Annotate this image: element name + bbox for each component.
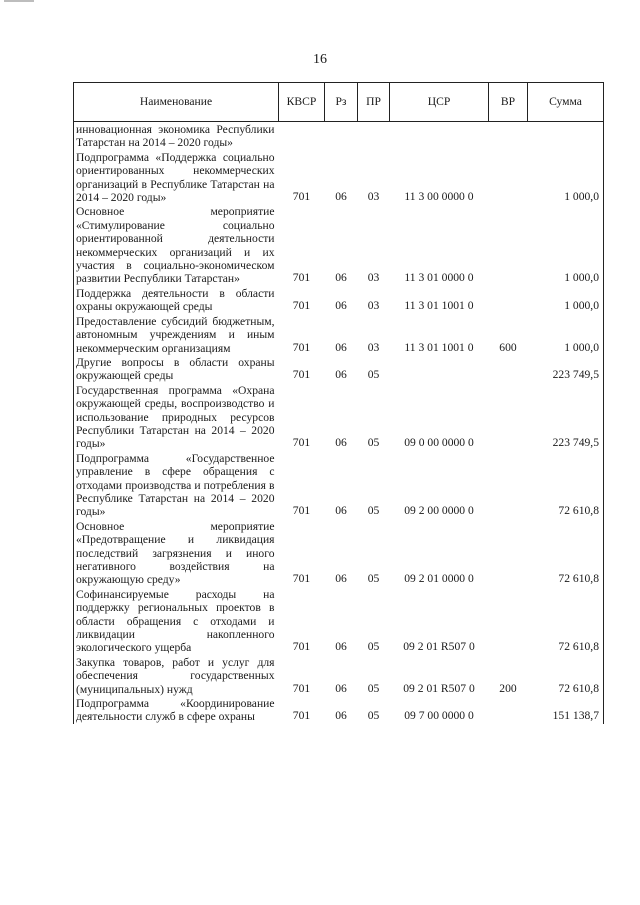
row-sum: 72 610,8 [528, 587, 604, 655]
row-pr: 05 [367, 436, 380, 450]
row-pr: 05 [367, 681, 380, 695]
row-name: Софинансируемые расходы на поддержку региональных проектов в области обращения с отходами и ликвидации накопленного экологического ущерба [74, 587, 279, 655]
row-csr: 09 0 00 0000 0 [404, 436, 474, 450]
header-rz: Рз [325, 83, 358, 122]
row-sum: 151 138,7 [528, 696, 604, 724]
row-vr [489, 696, 528, 724]
row-name: Основное мероприятие «Предотвращение и ликвидация последствий загрязнения и иного негативного воздействия на окружающую среду» [74, 519, 279, 587]
row-kvsr: 701 [292, 640, 311, 654]
row-pr: 05 [367, 368, 380, 382]
row-sum: 1 000,0 [528, 286, 604, 314]
row-csr: 09 2 01 R507 0 [403, 681, 475, 695]
table-row [74, 696, 604, 724]
row-vr [489, 383, 528, 451]
table-row [74, 204, 604, 285]
row-vr [489, 587, 528, 655]
row-sum: 72 610,8 [528, 519, 604, 587]
row-rz: 06 [335, 271, 347, 285]
row-name: Подпрограмма «Поддержка социально ориентированных некоммерческих организаций в Республике Татарстан на 2014 – 2020 годы» [74, 150, 279, 205]
row-pr: 05 [367, 504, 380, 518]
row-rz: 06 [335, 436, 347, 450]
row-rz: 06 [335, 709, 347, 723]
table-row [74, 122, 604, 150]
table-header [74, 83, 604, 122]
row-sum: 72 610,8 [528, 451, 604, 519]
header-vr: ВР [489, 83, 528, 122]
row-vr [489, 204, 528, 285]
row-rz: 06 [335, 299, 347, 313]
row-kvsr: 701 [292, 681, 311, 695]
row-csr: 11 3 01 1001 0 [404, 340, 474, 354]
row-vr [489, 519, 528, 587]
row-rz: 06 [335, 340, 347, 354]
row-name: Поддержка деятельности в области охраны окружающей среды [74, 286, 279, 314]
row-csr: 11 3 01 0000 0 [404, 271, 474, 285]
row-sum: 1 000,0 [528, 314, 604, 355]
table-row [74, 519, 604, 587]
budget-table [73, 82, 604, 724]
row-csr: 09 2 01 0000 0 [404, 572, 474, 586]
table-row [74, 383, 604, 451]
table-row [74, 314, 604, 355]
row-pr [358, 122, 390, 150]
row-csr: 09 7 00 0000 0 [404, 709, 474, 723]
row-kvsr: 701 [292, 436, 311, 450]
row-sum: 223 749,5 [528, 355, 604, 383]
header-csr: ЦСР [390, 83, 489, 122]
row-csr: 09 2 00 0000 0 [404, 504, 474, 518]
row-pr: 03 [367, 299, 380, 313]
row-vr [489, 150, 528, 205]
row-kvsr: 701 [292, 340, 311, 354]
row-pr: 03 [367, 340, 380, 354]
table-row [74, 286, 604, 314]
row-sum: 1 000,0 [528, 204, 604, 285]
row-csr: 09 2 01 R507 0 [403, 640, 475, 654]
row-rz: 06 [335, 504, 347, 518]
row-rz: 06 [335, 681, 347, 695]
row-name: Подпрограмма «Государственное управление в сфере обращения с отходами производства и потребления в Республике Татарстан на 2014 – 2020 годы» [74, 451, 279, 519]
row-rz: 06 [335, 640, 347, 654]
row-pr: 05 [367, 572, 380, 586]
row-vr [489, 286, 528, 314]
row-sum: 223 749,5 [528, 383, 604, 451]
row-sum: 72 610,8 [528, 655, 604, 696]
header-kvsr: КВСР [279, 83, 325, 122]
row-vr: 600 [499, 340, 517, 354]
row-name: Подпрограмма «Координирование деятельности служб в сфере охраны [74, 696, 279, 724]
row-pr: 03 [367, 190, 380, 204]
header-name: Наименование [74, 83, 279, 122]
table-row [74, 655, 604, 696]
table-row [74, 587, 604, 655]
header-sum: Сумма [528, 83, 604, 122]
row-name: Основное мероприятие «Стимулирование социально ориентированной деятельности некоммерческих организаций и их участия в социально-экономическом развитии Республики Татарстан» [74, 204, 279, 285]
row-name: инновационная экономика Республики Татарстан на 2014 – 2020 годы» [74, 122, 279, 150]
row-csr: 11 3 01 1001 0 [404, 299, 474, 313]
row-sum: 1 000,0 [528, 150, 604, 205]
table-row [74, 451, 604, 519]
row-kvsr: 701 [292, 271, 311, 285]
row-rz [325, 122, 358, 150]
row-pr: 05 [367, 640, 380, 654]
row-name: Предоставление субсидий бюджетным, автономным учреждениям и иным некоммерческим организациям [74, 314, 279, 355]
page-number: 16 [313, 52, 327, 67]
row-csr [390, 122, 489, 150]
row-kvsr: 701 [292, 299, 311, 313]
row-vr [489, 122, 528, 150]
row-sum [528, 122, 604, 150]
row-csr [390, 355, 489, 383]
row-csr: 11 3 00 0000 0 [404, 190, 474, 204]
row-kvsr: 701 [292, 190, 311, 204]
table-row [74, 150, 604, 205]
row-rz: 06 [335, 572, 347, 586]
row-name: Государственная программа «Охрана окружающей среды, воспроизводство и использование природных ресурсов Республики Татарстан на 2014 – 2020 годы» [74, 383, 279, 451]
row-kvsr: 701 [292, 572, 311, 586]
scan-edge-mark [4, 0, 34, 2]
table-row [74, 355, 604, 383]
row-rz: 06 [335, 190, 347, 204]
row-name: Другие вопросы в области охраны окружающей среды [74, 355, 279, 383]
row-rz: 06 [335, 368, 347, 382]
row-kvsr: 701 [292, 368, 311, 382]
row-vr [489, 451, 528, 519]
row-vr: 200 [499, 681, 517, 695]
row-kvsr: 701 [292, 709, 311, 723]
table-body [74, 122, 604, 724]
header-pr: ПР [358, 83, 390, 122]
row-pr: 03 [367, 271, 380, 285]
row-kvsr: 701 [292, 504, 311, 518]
row-vr [489, 355, 528, 383]
row-name: Закупка товаров, работ и услуг для обеспечения государственных (муниципальных) нужд [74, 655, 279, 696]
row-pr: 05 [367, 709, 380, 723]
row-kvsr [279, 122, 325, 150]
